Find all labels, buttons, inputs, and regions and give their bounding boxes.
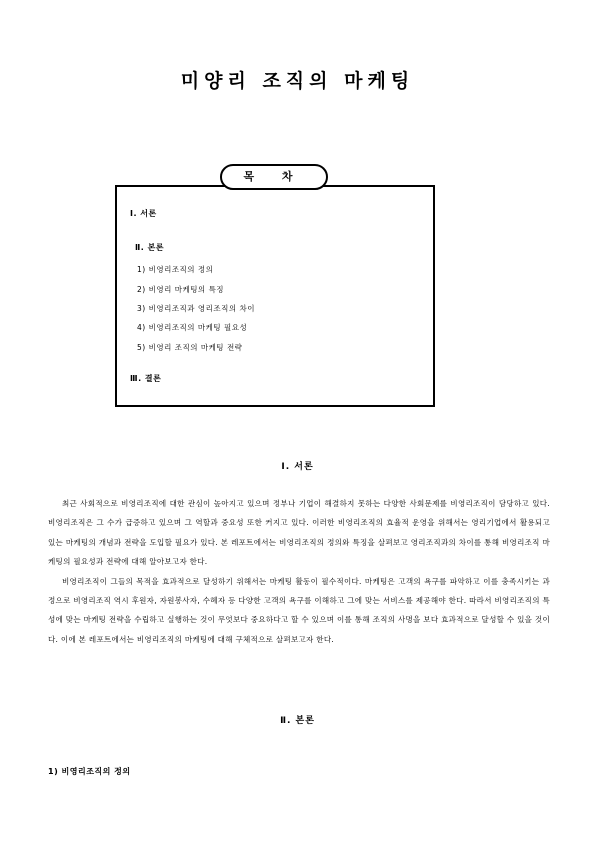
toc-item-body-5: 5) 비영리 조직의 마케팅 전략 [137, 343, 243, 352]
toc-item-body: Ⅱ. 본론 [135, 243, 165, 252]
toc-item-body-4: 4) 비영리조직의 마케팅 필요성 [137, 323, 248, 332]
intro-text [48, 494, 550, 649]
body-subheading: 1) 비영리조직의 정의 [48, 767, 131, 776]
body-heading: Ⅱ. 본론 [280, 716, 315, 726]
document-title: 미양리 조직의 마케팅 [180, 70, 415, 92]
intro-paragraph: 최근 사회적으로 비영리조직에 대한 관심이 높아지고 있으며 정부나 기업이 해결하지 못하는 다양한 사회문제를 비영리조직이 담당하고 있다. 비영리조직은 그 수가 급증하고 있으며 그 역할과 중요성 또한 커지고 있다. 이러한 비영리조직의 효율적 운영을 위해서는 영리기업에서 활용되고 있는 마케팅의 개념과 전략을 도입할 필요가 있다. 본 레포트에서는 비영리조직의 정의와 특징을 살펴보고 영리조직과의 차이를 통해 비영리조직 마케팅의 필요성과 전략에 대해 알아보고자 한다. [48, 499, 550, 567]
toc-item-body-2: 2) 비영리 마케팅의 특징 [137, 285, 225, 294]
toc-item-body-1: 1) 비영리조직의 정의 [137, 265, 214, 274]
toc-item-conclusion: Ⅲ. 결론 [130, 374, 162, 383]
toc-item-intro: Ⅰ. 서론 [130, 209, 157, 218]
table-of-contents-box [115, 185, 435, 407]
toc-tab-label: 목 차 [220, 164, 328, 190]
intro-paragraph: 비영리조직이 그들의 목적을 효과적으로 달성하기 위해서는 마케팅 활동이 필수적이다. 마케팅은 고객의 욕구를 파악하고 이를 충족시키는 과정으로 비영리조직 역시 후원자, 자원봉사자, 수혜자 등 다양한 고객의 욕구를 이해하고 그에 맞는 서비스를 제공해야 한다. 따라서 비영리조직의 특성에 맞는 마케팅 전략을 수립하고 실행하는 것이 무엇보다 중요하다고 할 수 있으며 이를 통해 조직의 사명을 보다 효과적으로 달성할 수 있을 것이다. 이에 본 레포트에서는 비영리조직의 마케팅에 대해 구체적으로 살펴보고자 한다. [48, 576, 550, 644]
intro-heading: Ⅰ. 서론 [281, 462, 314, 472]
toc-item-body-3: 3) 비영리조직과 영리조직의 차이 [137, 304, 256, 313]
